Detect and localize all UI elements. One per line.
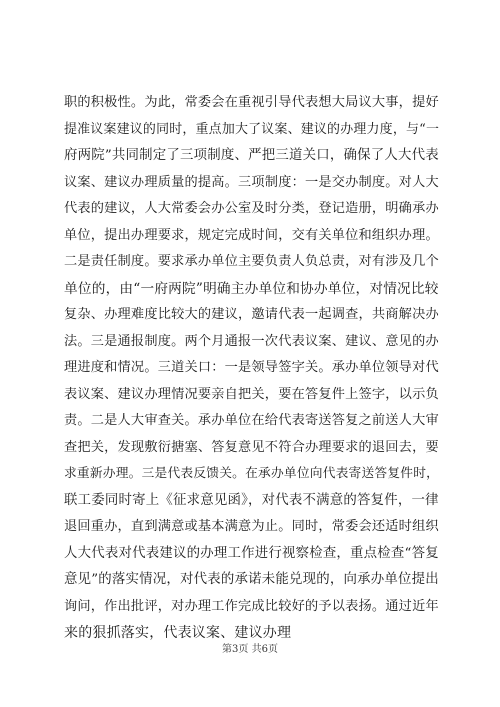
text-line: 职的积极性。为此，常委会在重视引导代表想大局议大事，提好 (64, 95, 439, 110)
text-line: 表议案、建议办理情况要亲自把关，要在答复件上签字，以示负 (64, 386, 439, 402)
text-line: 人大代表对代表建议的办理工作进行视察检查，重点检查“答复 (64, 545, 439, 561)
text-line: 责。二是人大审查关。承办单位在给代表寄送答复之前送人大审 (64, 413, 439, 428)
page-number: 第3页 共6页 (222, 644, 278, 655)
body-paragraph (64, 90, 439, 647)
text-line: 询问，作出批评，对办理工作完成比较好的予以表扬。通过近年 (64, 598, 439, 614)
text-line: 查把关，发现敷衍搪塞、答复意见不符合办理要求的退回去，要 (64, 439, 439, 455)
text-line: 议案、建议办理质量的提高。三项制度：一是交办制度。对人大 (64, 174, 439, 190)
text-line: 代表的建议，人大常委会办公室及时分类，登记造册，明确承办 (64, 201, 439, 216)
text-line: 退回重办，直到满意或基本满意为止。同时，常委会还适时组织 (64, 519, 439, 534)
text-line: 府两院”共同制定了三项制度、严把三道关口，确保了人大代表 (64, 148, 439, 163)
text-line: 理进度和情况。三道关口：一是领导签字关。承办单位领导对代 (64, 360, 439, 375)
text-line: 单位，提出办理要求，规定完成时间，交有关单位和组织办理。 (64, 227, 439, 243)
text-line: 法。三是通报制度。两个月通报一次代表议案、建议、意见的办 (64, 333, 439, 349)
text-line: 联工委同时寄上《征求意见函》，对代表不满意的答复件，一律 (64, 492, 439, 508)
text-line: 提准议案建议的同时，重点加大了议案、建议的办理力度，与“一 (64, 121, 440, 137)
text-line: 来的狠抓落实，代表议案、建议办理 (64, 625, 292, 641)
text-line: 二是责任制度。要求承办单位主要负责人负总责，对有涉及几个 (64, 254, 439, 269)
text-line: 意见”的落实情况，对代表的承诺未能兑现的，向承办单位提出 (64, 572, 439, 587)
text-line: 复杂、办理难度比较大的建议，邀请代表一起调查，共商解决办 (64, 307, 439, 322)
text-line: 单位的，由“一府两院”明确主办单位和协办单位，对情况比较 (64, 280, 439, 297)
text-line: 求重新办理。三是代表反馈关。在承办单位向代表寄送答复件时， (64, 466, 440, 481)
